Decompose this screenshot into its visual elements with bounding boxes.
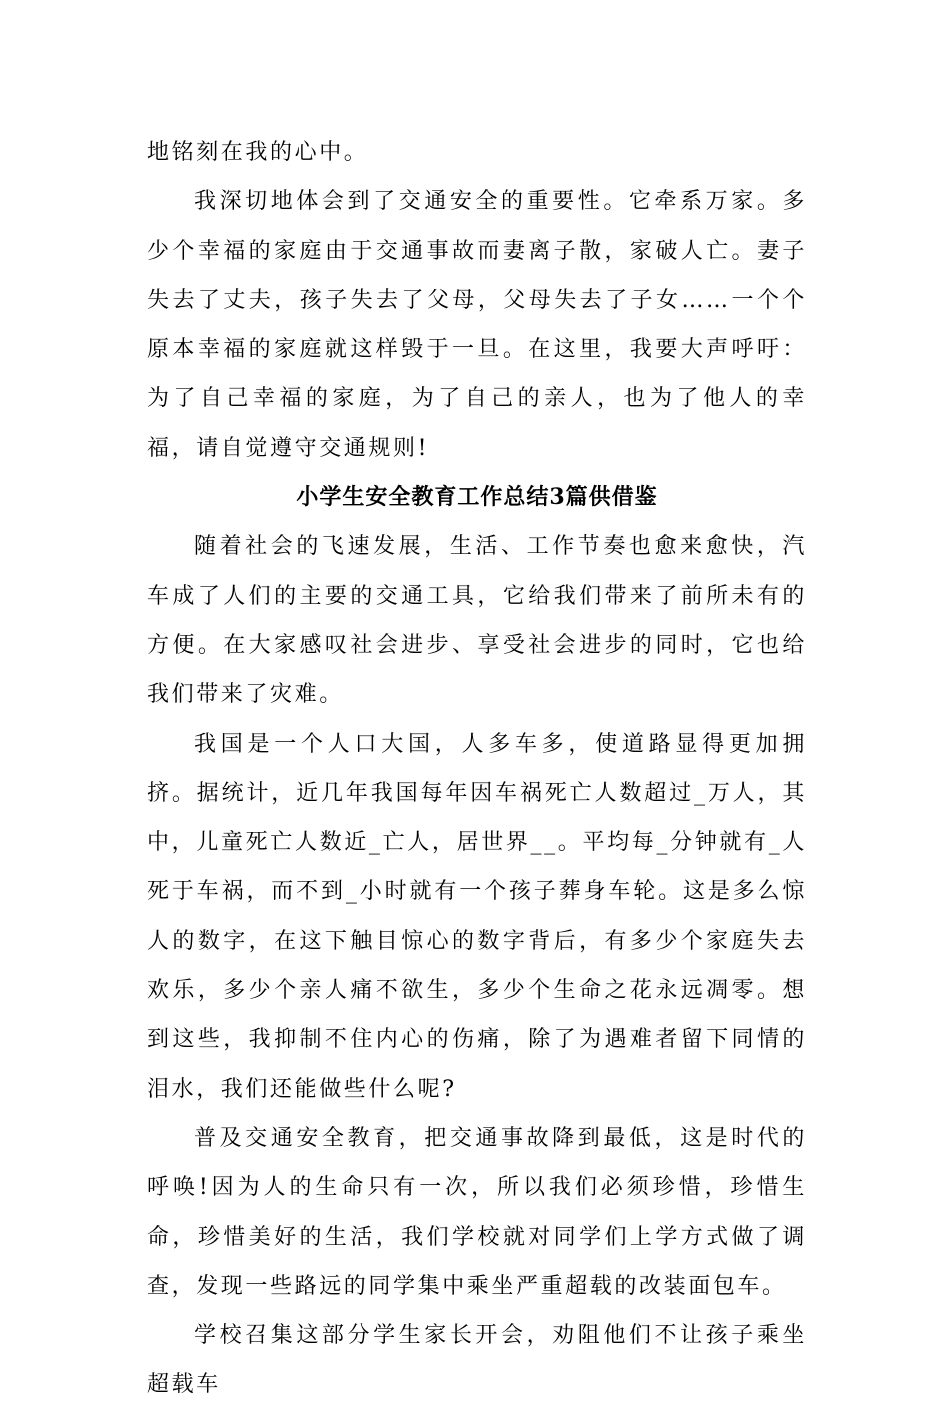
section-heading: 小学生安全教育工作总结3篇供借鉴 xyxy=(296,484,658,511)
paragraph-education-survey: 普及交通安全教育，把交通事故降到最低，这是时代的呼唤!因为人的生命只有一次，所以我们必须珍惜，珍惜生命，珍惜美好的生活，我们学校就对同学们上学方式做了调查，发现一些路远的同学集中乘坐严重超载的改装面包车。 xyxy=(147,1125,807,1299)
paragraph-continuation: 地铭刻在我的心中。 xyxy=(147,140,369,165)
paragraph-statistics: 我国是一个人口大国，人多车多，使道路显得更加拥挤。据统计，近几年我国每年因车祸死亡人数超过_万人，其中，儿童死亡人数近_亡人，居世界__。平均每_分钟就有_人死于车祸，而不到_小时就有一个孩子葬身车轮。这是多么惊人的数字，在这下触目惊心的数字背后，有多少个家庭失去欢乐，多少个亲人痛不欲生，多少个生命之花永远凋零。想到这些，我抑制不住内心的伤痛，除了为遇难者留下同情的泪水，我们还能做些什么呢? xyxy=(147,731,807,1102)
paragraph-traffic-safety-importance: 我深切地体会到了交通安全的重要性。它牵系万家。多少个幸福的家庭由于交通事故而妻离子散，家破人亡。妻子失去了丈夫，孩子失去了父母，父母失去了子女……一个个原本幸福的家庭就这样毁于一旦。在这里，我要大声呼吁：为了自己幸福的家庭，为了自己的亲人，也为了他人的幸福，请自觉遵守交通规则! xyxy=(147,189,807,461)
document-body xyxy=(147,128,807,1410)
paragraph-society-development: 随着社会的飞速发展，生活、工作节奏也愈来愈快，汽车成了人们的主要的交通工具，它给我们带来了前所未有的方便。在大家感叹社会进步、享受社会进步的同时，它也给我们带来了灾难。 xyxy=(147,534,807,708)
paragraph-parent-meeting: 学校召集这部分学生家长开会，劝阻他们不让孩子乘坐超载车 xyxy=(147,1323,807,1398)
